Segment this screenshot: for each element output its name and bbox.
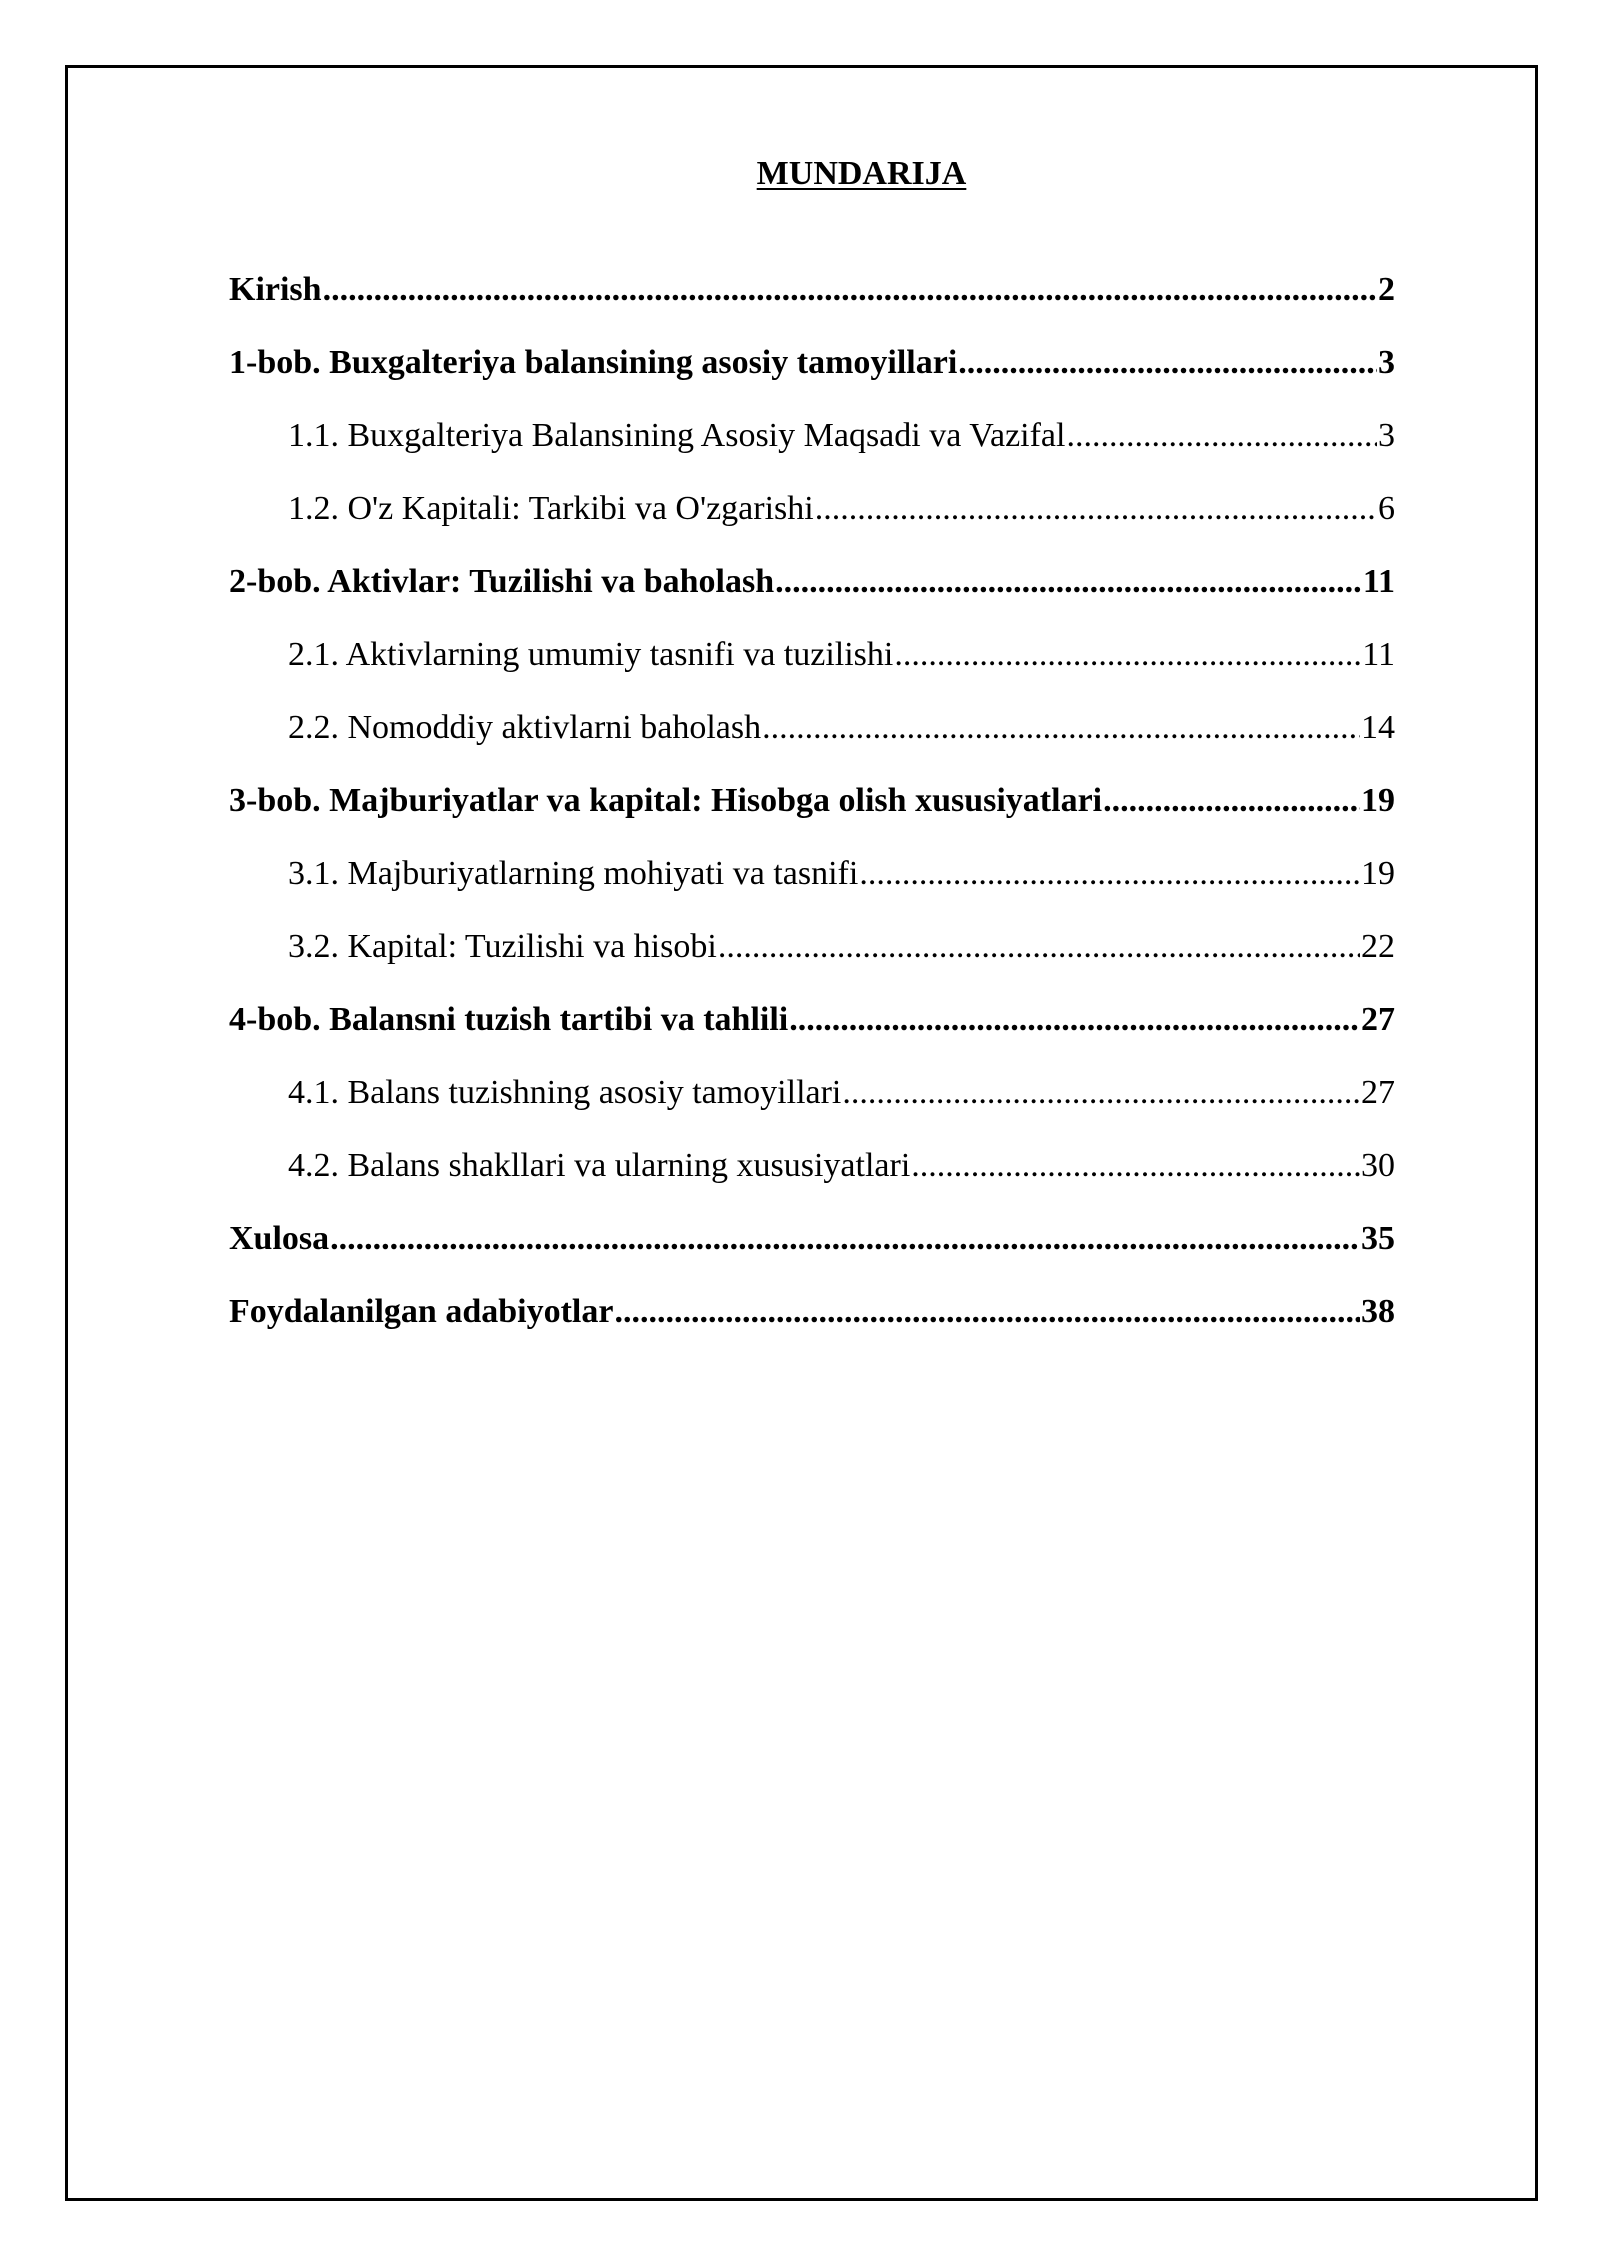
toc-page-number: 6 (1378, 490, 1395, 527)
toc-entry-xulosa[interactable] (229, 1211, 1395, 1284)
toc-entry-chapter-3[interactable] (229, 773, 1395, 846)
toc-entry-title: Kirish (229, 271, 322, 308)
toc-dot-leader (1066, 408, 1377, 464)
toc-page-number: 3 (1378, 344, 1395, 381)
toc-dot-leader (911, 1138, 1360, 1194)
toc-entry-title: 2-bob. Aktivlar: Tuzilishi va baholash (229, 563, 775, 600)
toc-entry-title: 2.2. Nomoddiy aktivlarni baholash (288, 709, 762, 746)
toc-entry-section-4-1[interactable] (229, 1065, 1395, 1138)
toc-entry-title: 2.1. Aktivlarning umumiy tasnifi va tuzilishi (288, 636, 894, 673)
toc-page-number: 2 (1378, 271, 1395, 308)
toc-dot-leader (842, 1065, 1360, 1121)
toc-entry-adabiyotlar[interactable] (229, 1284, 1395, 1357)
toc-entry-title: 4.1. Balans tuzishning asosiy tamoyillari (288, 1074, 842, 1111)
toc-entry-title: 3-bob. Majburiyatlar va kapital: Hisobga olish xususiyatlari (229, 782, 1103, 819)
toc-entry-title: Xulosa (229, 1220, 330, 1257)
toc-entry-section-3-1[interactable] (229, 846, 1395, 919)
toc-entry-section-2-2[interactable] (229, 700, 1395, 773)
toc-entry-section-3-2[interactable] (229, 919, 1395, 992)
toc-entry-title: Foydalanilgan adabiyotlar (229, 1293, 614, 1330)
toc-entry-title: 1.2. O'z Kapitali: Tarkibi va O'zgarishi (288, 490, 814, 527)
toc-entry-title: 1.1. Buxgalteriya Balansining Asosiy Maqsadi va Vazifal (288, 417, 1066, 454)
toc-entry-title: 1-bob. Buxgalteriya balansining asosiy tamoyillari (229, 344, 958, 381)
toc-entry-section-1-1[interactable] (229, 408, 1395, 481)
toc-dot-leader (1103, 773, 1360, 829)
toc-dot-leader (762, 700, 1360, 756)
table-of-contents (229, 262, 1395, 1357)
toc-page-number: 3 (1378, 417, 1395, 454)
toc-page-number: 35 (1361, 1220, 1395, 1257)
toc-dot-leader (323, 262, 1377, 318)
toc-page-number: 22 (1361, 928, 1395, 965)
toc-entry-chapter-2[interactable] (229, 554, 1395, 627)
toc-dot-leader (789, 992, 1360, 1048)
toc-entry-title: 4-bob. Balansni tuzish tartibi va tahlili (229, 1001, 789, 1038)
toc-entry-section-1-2[interactable] (229, 481, 1395, 554)
toc-dot-leader (775, 554, 1362, 610)
toc-page-number: 11 (1362, 563, 1395, 600)
toc-dot-leader (859, 846, 1360, 902)
toc-dot-leader (718, 919, 1360, 975)
toc-entry-chapter-1[interactable] (229, 335, 1395, 408)
toc-dot-leader (815, 481, 1377, 537)
toc-dot-leader (330, 1211, 1360, 1267)
toc-entry-section-4-2[interactable] (229, 1138, 1395, 1211)
toc-entry-title: 3.2. Kapital: Tuzilishi va hisobi (288, 928, 717, 965)
toc-dot-leader (894, 627, 1361, 683)
toc-page-number: 30 (1361, 1147, 1395, 1184)
toc-entry-section-2-1[interactable] (229, 627, 1395, 700)
toc-page-number: 11 (1362, 636, 1395, 673)
toc-entry-title: 3.1. Majburiyatlarning mohiyati va tasnifi (288, 855, 859, 892)
toc-page-number: 19 (1361, 782, 1395, 819)
toc-dot-leader (958, 335, 1377, 391)
toc-dot-leader (614, 1284, 1360, 1340)
toc-page-number: 19 (1361, 855, 1395, 892)
toc-page-number: 27 (1361, 1001, 1395, 1038)
toc-entry-chapter-4[interactable] (229, 992, 1395, 1065)
toc-entry-kirish[interactable] (229, 262, 1395, 335)
toc-page-number: 27 (1361, 1074, 1395, 1111)
toc-page-number: 38 (1361, 1293, 1395, 1330)
toc-page-number: 14 (1361, 709, 1395, 746)
toc-entry-title: 4.2. Balans shakllari va ularning xususiyatlari (288, 1147, 911, 1184)
page-title: MUNDARIJA (756, 155, 967, 192)
